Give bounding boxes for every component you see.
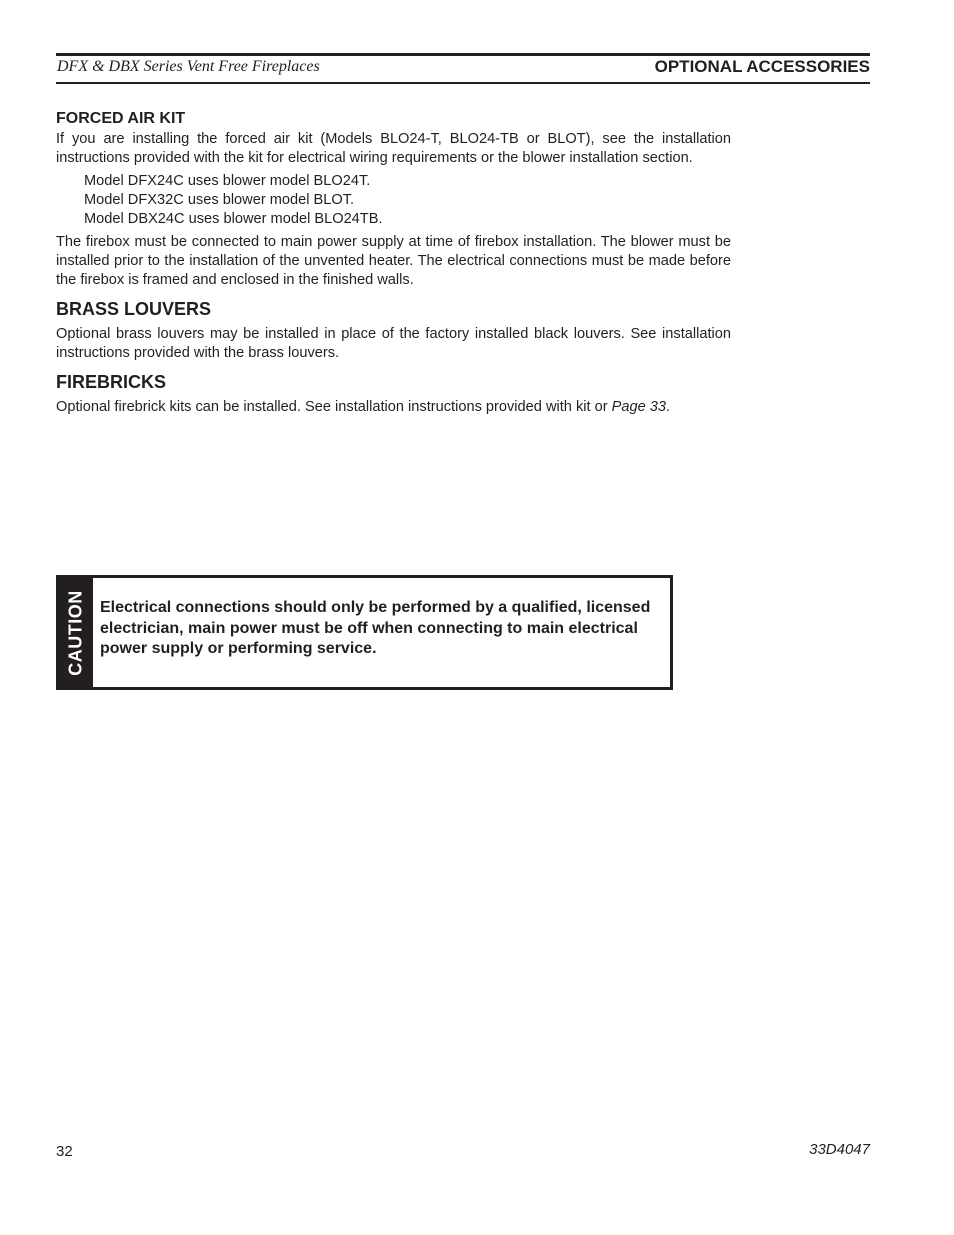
section-title: OPTIONAL ACCESSORIES <box>654 57 870 76</box>
forced-air-intro: If you are installing the forced air kit (Models BLO24-T, BLO24-TB or BLOT), see the installation instructions provided with the kit for electrical wiring requirements or the blower installation section. <box>56 131 731 166</box>
header-rule-top <box>56 53 870 56</box>
model-list <box>84 172 731 229</box>
brass-louvers-heading: BRASS LOUVERS <box>56 299 212 319</box>
firebricks-text: Optional firebrick kits can be installed. See installation instructions provided with kit or <box>56 399 612 415</box>
caution-text: Electrical connections should only be performed by a qualified, licensed electrician, main power must be off when connecting to main electrical power supply or performing service. <box>100 599 651 657</box>
page-number: 32 <box>56 1143 73 1160</box>
caution-box <box>56 575 673 690</box>
forced-air-body: The firebox must be connected to main power supply at time of firebox installation. The blower must be installed prior to the installation of the unvented heater. The electrical connections must be made before the firebox is framed and enclosed in the finished walls. <box>56 234 731 288</box>
series-title: DFX & DBX Series Vent Free Fireplaces <box>57 58 320 75</box>
main-content <box>56 110 731 417</box>
model-line: Model DBX24C uses blower model BLO24TB. <box>84 211 383 227</box>
header-rule-bottom <box>56 82 870 84</box>
caution-label: CAUTION <box>65 589 86 676</box>
model-line: Model DFX24C uses blower model BLO24T. <box>84 173 371 189</box>
caution-tab <box>59 578 93 687</box>
brass-louvers-body: Optional brass louvers may be installed in place of the factory installed black louvers. See installation instructions provided with the brass louvers. <box>56 326 731 361</box>
model-line: Model DFX32C uses blower model BLOT. <box>84 192 355 208</box>
page-reference: Page 33 <box>611 399 667 415</box>
firebricks-period: . <box>666 399 671 415</box>
firebricks-body <box>56 398 731 417</box>
document-code: 33D4047 <box>809 1141 870 1158</box>
firebricks-heading: FIREBRICKS <box>56 372 167 392</box>
forced-air-heading: FORCED AIR KIT <box>56 110 186 127</box>
